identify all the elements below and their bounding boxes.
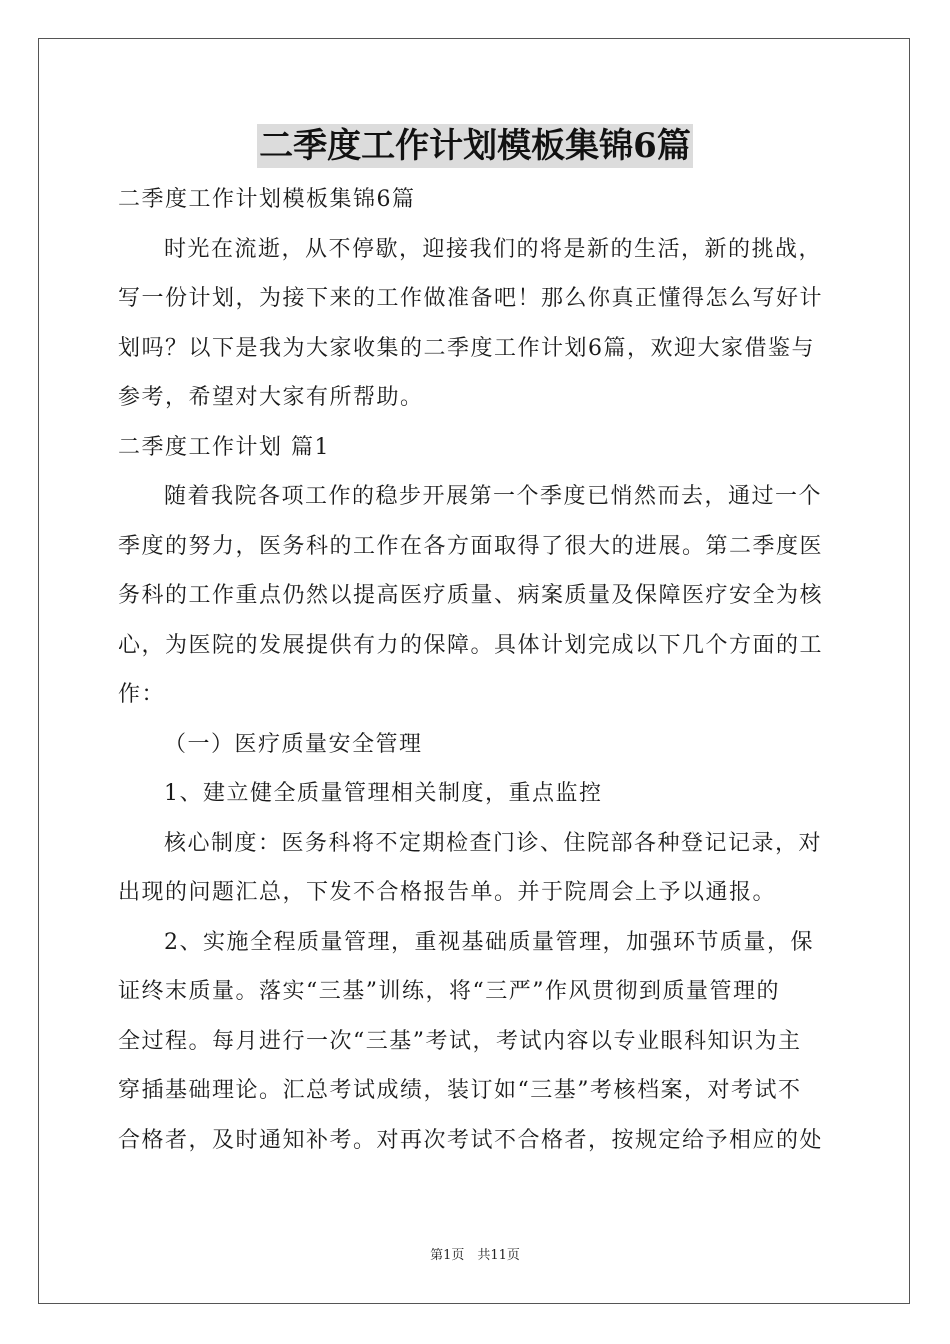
body-line: 核心制度：医务科将不定期检查门诊、住院部各种登记记录，对 <box>164 830 823 856</box>
body-line: 2、实施全程质量管理，重视基础质量管理，加强环节质量，保 <box>164 929 814 955</box>
body-line: 证终末质量。落实“三基”训练，将“三严”作风贯彻到质量管理的 <box>118 979 780 1004</box>
body-line: 心，为医院的发展提供有力的保障。具体计划完成以下几个方面的工 <box>118 632 824 658</box>
body-line: 写一份计划，为接下来的工作做准备吧！那么你真正懂得怎么写好计 <box>118 286 824 311</box>
body-line: 穿插基础理论。汇总考试成绩，装订如“三基”考核档案，对考试不 <box>118 1078 802 1103</box>
body-line: 季度的努力，医务科的工作在各方面取得了很大的进展。第二季度医 <box>118 533 824 559</box>
body-line: 合格者，及时通知补考。对再次考试不合格者，按规定给予相应的处 <box>118 1127 824 1153</box>
body-line: 二季度工作计划 篇1 <box>118 434 330 460</box>
body-line: 时光在流逝，从不停歇，迎接我们的将是新的生活，新的挑战， <box>164 236 823 262</box>
document-body <box>118 175 834 1165</box>
page-footer: 第1页 共11页 <box>430 1248 520 1263</box>
body-line: 划吗？以下是我为大家收集的二季度工作计划6篇，欢迎大家借鉴与 <box>118 335 815 361</box>
body-line: 参考，希望对大家有所帮助。 <box>118 385 424 410</box>
body-line: 作： <box>118 682 166 707</box>
body-line: 务科的工作重点仍然以提高医疗质量、病案质量及保障医疗安全为核 <box>118 583 824 608</box>
body-line: （一）医疗质量安全管理 <box>164 731 423 757</box>
title-container <box>0 124 950 168</box>
body-line: 随着我院各项工作的稳步开展第一个季度已悄然而去，通过一个 <box>164 484 823 509</box>
body-line: 全过程。每月进行一次“三基”考试，考试内容以专业眼科知识为主 <box>118 1028 802 1054</box>
body-line: 1、建立健全质量管理相关制度，重点监控 <box>164 781 603 806</box>
body-line: 二季度工作计划模板集锦6篇 <box>118 187 416 212</box>
body-line: 出现的问题汇总，下发不合格报告单。并于院周会上予以通报。 <box>118 880 777 905</box>
document-title: 二季度工作计划模板集锦6篇 <box>259 126 691 166</box>
